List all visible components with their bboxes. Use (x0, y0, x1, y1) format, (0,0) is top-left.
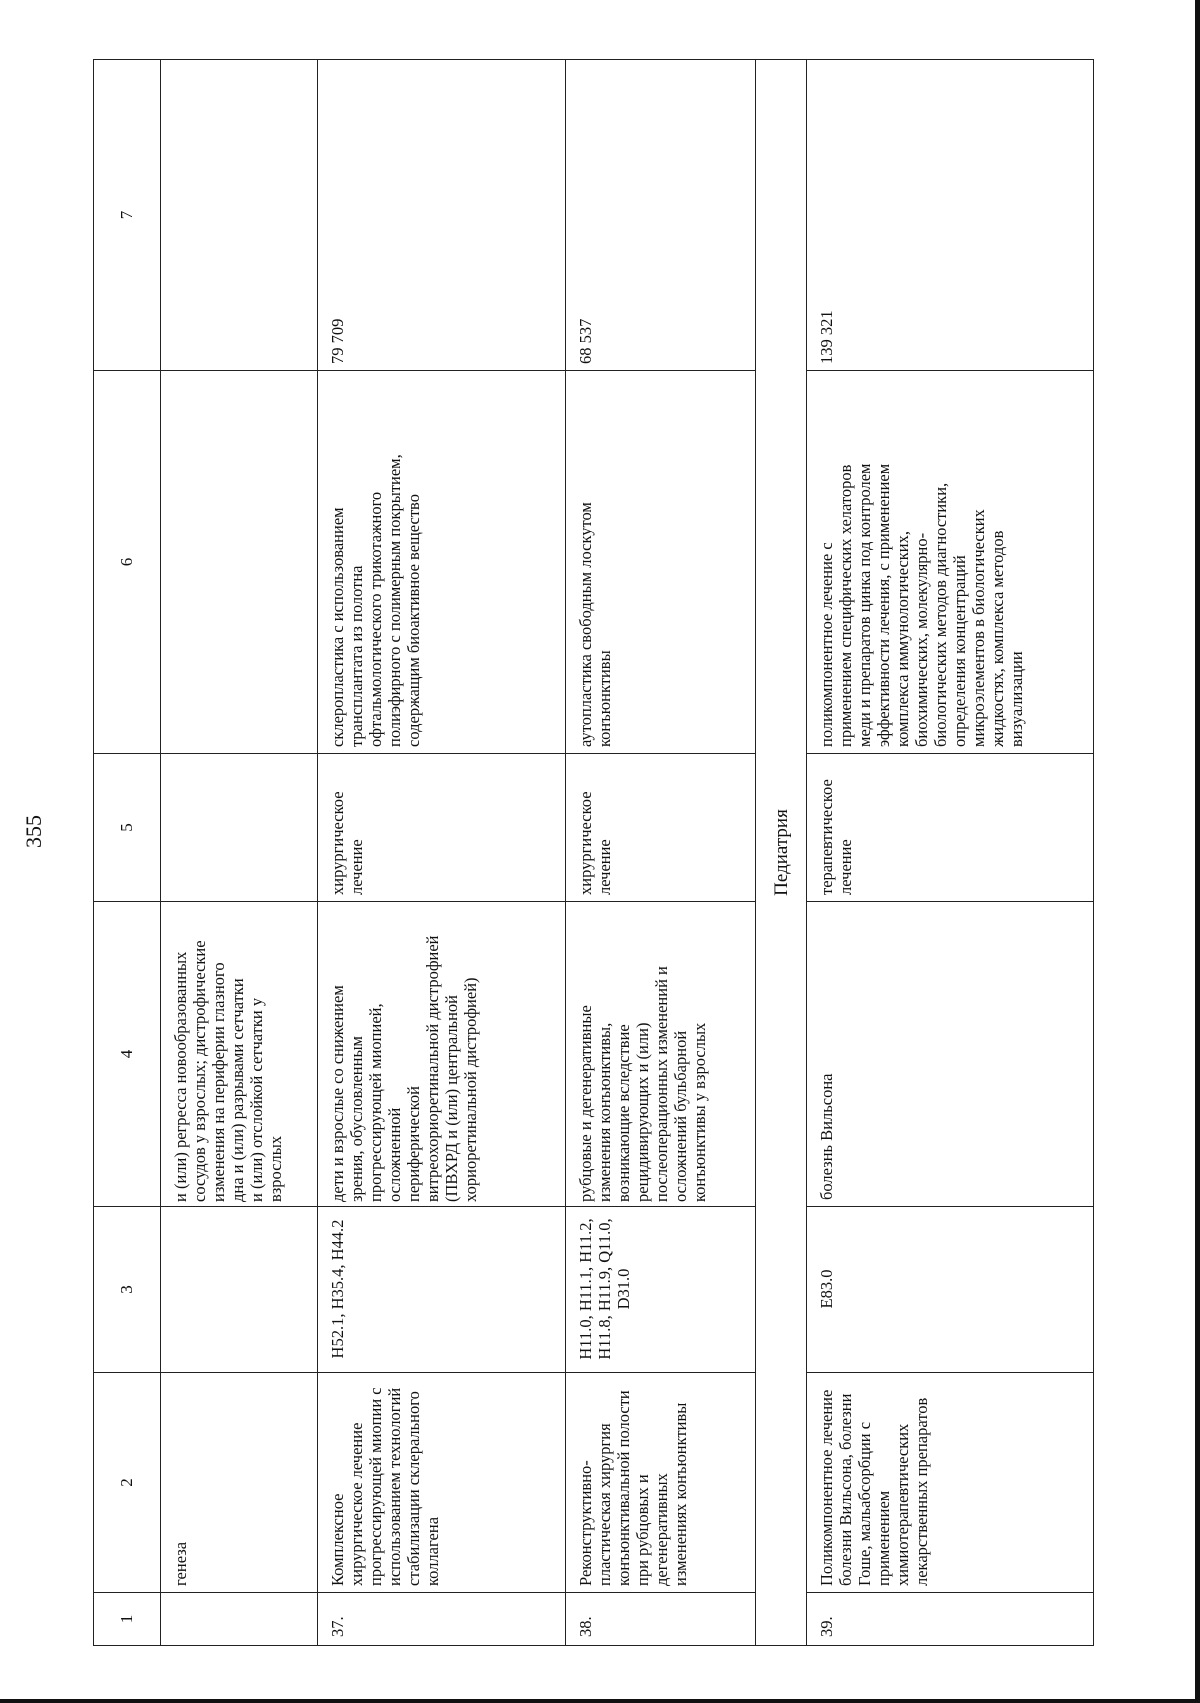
row-37-codes: H52.1, H35.4, H44.2 (318, 1207, 566, 1373)
row-genesis-method (160, 371, 318, 754)
row-38-type: хирургическое лечение (565, 754, 755, 902)
table-row-37 (318, 60, 566, 1646)
section-title: Педиатрия (756, 60, 807, 1646)
row-37-model: дети и взрослые со снижением зрения, обусловленным прогрессирующей миопией, осложненной периферической витреохориоретинальной дистрофией (ПВХРД и (или) центральной хориоретинальной дистрофией) (318, 902, 566, 1207)
row-39-cost: 139 321 (807, 60, 1094, 371)
table-row-genesis (160, 60, 318, 1646)
table-row-38 (565, 60, 755, 1646)
rotated-table-wrapper (93, 60, 1094, 1646)
header-col-1: 1 (94, 1593, 161, 1646)
row-38-cost: 68 537 (565, 60, 755, 371)
row-38-name: Реконструктивно- пластическая хирургия конъюнктивальной полости при рубцовых и дегенеративных изменениях конъюнктивы (565, 1373, 755, 1593)
header-col-6: 6 (94, 371, 161, 754)
header-row (94, 60, 161, 1646)
scan-edge-right (1195, 0, 1200, 1703)
row-38-method: аутопластика свободным лоскутом конъюнктивы (565, 371, 755, 754)
header-col-2: 2 (94, 1373, 161, 1593)
row-38-codes: H11.0, H11.1, H11.2, H11.8, H11.9, Q11.0, D31.0 (565, 1207, 755, 1373)
row-39-model: болезнь Вильсона (807, 902, 1094, 1207)
header-col-7: 7 (94, 60, 161, 371)
page-number: 355 (21, 815, 46, 848)
row-37-num: 37. (318, 1593, 566, 1646)
row-genesis-cost (160, 60, 318, 371)
row-39-method: поликомпонентное лечение с применением специфических хелаторов меди и препаратов цинка под контролем эффективности лечения, с применением комплекса иммунологических, биохимических, молекулярно- биологических методов диагностики, определения концентраций микроэлементов в биологических жидкостях, комплекса методов визуализации (807, 371, 1094, 754)
row-39-codes: E83.0 (807, 1207, 1094, 1373)
section-row (756, 60, 807, 1646)
row-38-model: рубцовые и дегенеративные изменения конъюнктивы, возникающие вследствие рецидивирующих и (или) послеоперационных изменений и осложнений бульбарной конъюнктивы у взрослых (565, 902, 755, 1207)
row-genesis-type (160, 754, 318, 902)
medical-care-table (93, 59, 1094, 1646)
row-39-num: 39. (807, 1593, 1094, 1646)
row-39-name: Поликомпонентное лечение болезни Вильсона, болезни Гоше, мальабсорбции с применением химиотерапевтических лекарственных препаратов (807, 1373, 1094, 1593)
row-37-name: Комплексное хирургическое лечение прогрессирующей миопии с использованием технологий стабилизации склерального коллагена (318, 1373, 566, 1593)
row-39-type: терапевтическое лечение (807, 754, 1094, 902)
header-col-5: 5 (94, 754, 161, 902)
row-37-type: хирургическое лечение (318, 754, 566, 902)
scan-edge-bottom (0, 1699, 1200, 1703)
row-genesis-codes (160, 1207, 318, 1373)
row-37-cost: 79 709 (318, 60, 566, 371)
row-37-method: склеропластика с использованием трансплантата из полотна офтальмологического трикотажного полиэфирного с полимерным покрытием, содержащим биоактивное вещество (318, 371, 566, 754)
row-genesis-model: и (или) регресса новообразованных сосудов у взрослых; дистрофические изменения на периферии глазного дна и (или) разрывами сетчатки и (или) отслойкой сетчатки у взрослых (160, 902, 318, 1207)
row-genesis-name: генеза (160, 1373, 318, 1593)
table-row-39 (807, 60, 1094, 1646)
header-col-3: 3 (94, 1207, 161, 1373)
row-genesis-num (160, 1593, 318, 1646)
header-col-4: 4 (94, 902, 161, 1207)
row-38-num: 38. (565, 1593, 755, 1646)
